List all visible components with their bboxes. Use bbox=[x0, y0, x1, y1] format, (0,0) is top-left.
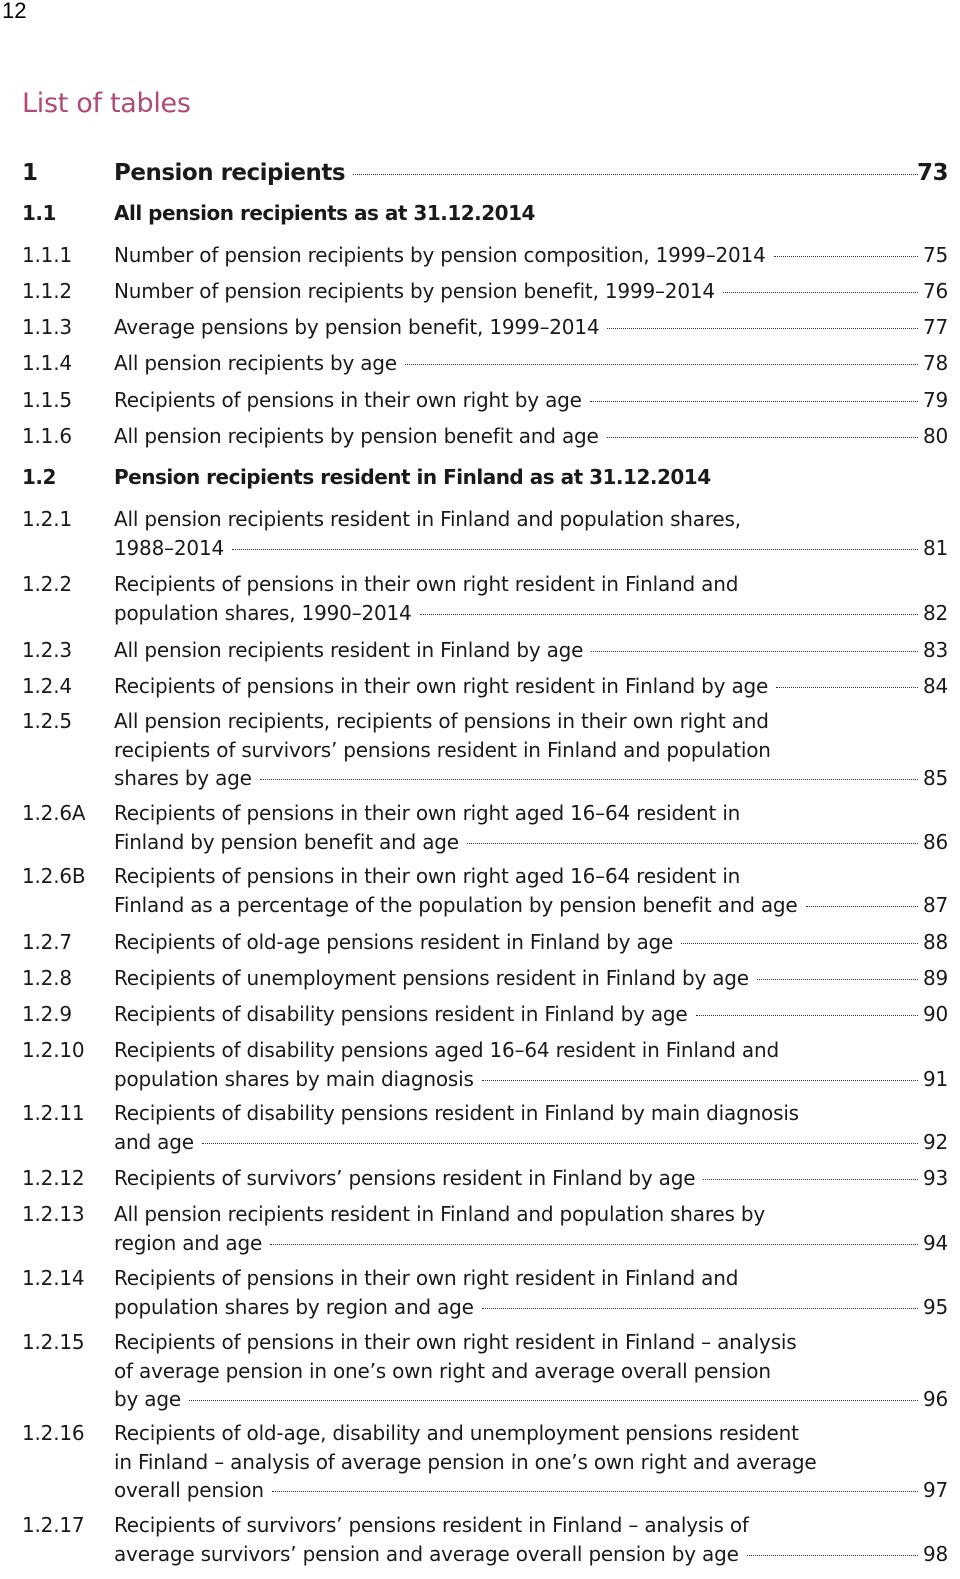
toc-entry-line bbox=[114, 1065, 920, 1094]
toc-entry-line bbox=[114, 1264, 920, 1293]
toc-entry-line bbox=[114, 599, 920, 628]
toc-entry-title-line: Recipients of pensions in their own right resident in Finland and bbox=[114, 572, 739, 596]
toc-entry-line bbox=[114, 199, 920, 228]
dot-leader bbox=[353, 174, 918, 175]
toc-entry-line bbox=[114, 764, 920, 793]
dot-leader bbox=[272, 1491, 918, 1492]
toc-entry-page: 77 bbox=[922, 315, 948, 339]
toc-entry-title-line: Recipients of pensions in their own right aged 16–64 resident in bbox=[114, 801, 741, 825]
toc-entry-title-line: region and age bbox=[114, 1230, 263, 1255]
toc-entry-number: 1.2.2 bbox=[22, 572, 72, 596]
toc-entry-line bbox=[114, 1099, 920, 1128]
toc-entry-line bbox=[114, 828, 920, 857]
toc-entry-line bbox=[114, 534, 920, 563]
toc-entry-line bbox=[114, 1357, 920, 1386]
toc-entry-line bbox=[114, 1385, 920, 1414]
dot-leader bbox=[723, 292, 918, 293]
toc-entry-title bbox=[114, 241, 920, 270]
toc-entry-number: 1.2.16 bbox=[22, 1421, 85, 1445]
page-title: List of tables bbox=[22, 88, 191, 119]
toc-entry-number: 1.2.6B bbox=[22, 864, 86, 888]
toc-entry-title bbox=[114, 1264, 920, 1321]
toc-entry-page: 95 bbox=[922, 1294, 948, 1319]
toc-entry-page: 83 bbox=[922, 638, 948, 662]
dot-leader bbox=[774, 256, 918, 257]
dot-leader bbox=[681, 943, 918, 944]
toc-entry-page: 96 bbox=[922, 1387, 948, 1412]
toc-entry-page: 89 bbox=[922, 966, 948, 990]
dot-leader bbox=[482, 1308, 918, 1309]
toc-entry-page: 84 bbox=[922, 674, 948, 698]
toc-entry-title bbox=[114, 1000, 920, 1029]
toc-entry-number: 1.2.10 bbox=[22, 1038, 85, 1062]
toc-entry-number: 1.1.4 bbox=[22, 351, 72, 375]
toc-entry-title-line: by age bbox=[114, 1387, 181, 1412]
toc-entry-number: 1.1.1 bbox=[22, 243, 72, 267]
toc-entry-title bbox=[114, 1164, 920, 1193]
toc-entry-title-line: 1988–2014 bbox=[114, 535, 224, 560]
dot-leader bbox=[482, 1080, 918, 1081]
toc-entry-line bbox=[114, 570, 920, 599]
toc-entry-line bbox=[114, 386, 920, 415]
toc-entry-page: 78 bbox=[922, 351, 948, 375]
page-number: 12 bbox=[2, 0, 27, 23]
dot-leader bbox=[270, 1244, 918, 1245]
toc-entry-page: 90 bbox=[922, 1002, 948, 1026]
toc-entry-title-line: Number of pension recipients by pension composition, 1999–2014 bbox=[114, 243, 766, 267]
toc-entry-title-line: All pension recipients, recipients of pensions in their own right and bbox=[114, 709, 769, 733]
toc-entry-line bbox=[114, 736, 920, 765]
dot-leader bbox=[232, 549, 918, 550]
toc-entry-title-line: Recipients of pensions in their own right resident in Finland by age bbox=[114, 674, 769, 698]
toc-entry-line bbox=[114, 928, 920, 957]
dot-leader bbox=[591, 651, 918, 652]
toc-entry-number: 1.2.12 bbox=[22, 1166, 85, 1190]
toc-entry-line bbox=[114, 1200, 920, 1229]
dot-leader bbox=[703, 1179, 918, 1180]
toc-entry-number: 1.2.14 bbox=[22, 1266, 85, 1290]
toc-entry-title bbox=[114, 1200, 920, 1257]
toc-entry-title-line: Recipients of survivors’ pensions resident in Finland by age bbox=[114, 1166, 696, 1190]
toc-entry-number: 1.2.1 bbox=[22, 507, 72, 531]
toc-entry-line bbox=[114, 1229, 920, 1258]
toc-entry-title bbox=[114, 505, 920, 562]
toc-entry-page: 88 bbox=[922, 930, 948, 954]
toc-entry-number: 1.2.3 bbox=[22, 638, 72, 662]
toc-entry-title-line: Recipients of disability pensions resident in Finland by main diagnosis bbox=[114, 1101, 799, 1125]
toc-entry-page: 81 bbox=[922, 535, 948, 560]
toc-entry-title bbox=[114, 928, 920, 957]
toc-entry-title-line: Recipients of pensions in their own right resident in Finland and bbox=[114, 1266, 739, 1290]
toc-entry-number: 1.2.8 bbox=[22, 966, 72, 990]
dot-leader bbox=[747, 1555, 918, 1556]
toc-entry-line bbox=[114, 505, 920, 534]
toc-entry-title-line: Recipients of old-age, disability and unemployment pensions resident bbox=[114, 1421, 799, 1445]
toc-entry-number: 1.2.7 bbox=[22, 930, 72, 954]
toc-entry-line bbox=[114, 1328, 920, 1357]
toc-entry-title bbox=[114, 277, 920, 306]
toc-entry-page: 80 bbox=[922, 424, 948, 448]
toc-entry-line bbox=[114, 463, 920, 492]
toc-entry-page: 76 bbox=[922, 279, 948, 303]
toc-entry-number: 1.1.6 bbox=[22, 424, 72, 448]
toc-entry-line bbox=[114, 672, 920, 701]
dot-leader bbox=[189, 1400, 918, 1401]
toc-entry-line bbox=[114, 422, 920, 451]
toc-entry-title bbox=[114, 386, 920, 415]
toc-entry-title bbox=[114, 636, 920, 665]
dot-leader bbox=[607, 328, 918, 329]
toc-entry-title bbox=[114, 157, 920, 189]
toc-entry-title bbox=[114, 964, 920, 993]
toc-entry-title-line: population shares by main diagnosis bbox=[114, 1066, 474, 1091]
toc-entry-page: 98 bbox=[922, 1541, 948, 1566]
toc-entry-page: 94 bbox=[922, 1230, 948, 1255]
toc-entry-number: 1.1.5 bbox=[22, 388, 72, 412]
toc-entry-title-line: in Finland – analysis of average pension in one’s own right and average bbox=[114, 1449, 817, 1474]
toc-entry-number: 1.2.17 bbox=[22, 1513, 85, 1537]
dot-leader bbox=[590, 401, 918, 402]
toc-entry-page: 93 bbox=[922, 1166, 948, 1190]
toc-entry-title bbox=[114, 463, 920, 492]
toc-entry-line bbox=[114, 1419, 920, 1448]
toc-entry-title-line: Recipients of survivors’ pensions resident in Finland – analysis of bbox=[114, 1513, 749, 1537]
toc-entry-title bbox=[114, 422, 920, 451]
toc-entry-title bbox=[114, 570, 920, 627]
toc-entry-page: 91 bbox=[922, 1066, 948, 1091]
toc-entry-title-line: recipients of survivors’ pensions resident in Finland and population bbox=[114, 737, 771, 762]
toc-entry-line bbox=[114, 1000, 920, 1029]
toc-entry-title-line: Pension recipients resident in Finland as at 31.12.2014 bbox=[114, 465, 711, 489]
toc-entry-title-line: All pension recipients resident in Finland and population shares, bbox=[114, 507, 741, 531]
toc-entry-title-line: All pension recipients resident in Finland by age bbox=[114, 638, 584, 662]
toc-entry-title-line: shares by age bbox=[114, 766, 252, 791]
toc-entry-line bbox=[114, 313, 920, 342]
toc-entry-line bbox=[114, 707, 920, 736]
toc-entry-line bbox=[114, 157, 920, 189]
toc-entry-number: 1.1.3 bbox=[22, 315, 72, 339]
toc-entry-line bbox=[114, 1511, 920, 1540]
toc-entry-title bbox=[114, 1511, 920, 1568]
toc-entry-title bbox=[114, 1036, 920, 1093]
toc-entry-number: 1.1.2 bbox=[22, 279, 72, 303]
toc-entry-title-line: All pension recipients as at 31.12.2014 bbox=[114, 201, 535, 225]
toc-entry-number: 1.2.11 bbox=[22, 1101, 85, 1125]
toc-entry-line bbox=[114, 1476, 920, 1505]
toc-entry-title-line: Recipients of disability pensions aged 16–64 resident in Finland and bbox=[114, 1038, 779, 1062]
toc-entry-title-line: overall pension bbox=[114, 1478, 264, 1503]
toc-entry-page: 85 bbox=[922, 766, 948, 791]
toc-entry-title-line: Pension recipients bbox=[114, 160, 346, 186]
toc-entry-title bbox=[114, 1328, 920, 1414]
toc-entry-title-line: Finland by pension benefit and age bbox=[114, 829, 459, 854]
toc-entry-title-line: All pension recipients by pension benefit and age bbox=[114, 424, 599, 448]
toc-entry-title-line: Recipients of old-age pensions resident in Finland by age bbox=[114, 930, 674, 954]
dot-leader bbox=[607, 437, 918, 438]
toc-entry-number: 1.2.15 bbox=[22, 1330, 85, 1354]
toc-entry-number: 1.2.13 bbox=[22, 1202, 85, 1226]
dot-leader bbox=[405, 364, 918, 365]
toc-entry-title-line: Finland as a percentage of the population by pension benefit and age bbox=[114, 892, 798, 917]
toc-entry-line bbox=[114, 1540, 920, 1569]
dot-leader bbox=[420, 614, 918, 615]
toc-entry-page: 92 bbox=[922, 1129, 948, 1154]
toc-entry-line bbox=[114, 277, 920, 306]
toc-entry-number: 1.2.5 bbox=[22, 709, 72, 733]
toc-entry-page: 82 bbox=[922, 600, 948, 625]
toc-entry-line bbox=[114, 636, 920, 665]
toc-entry-title bbox=[114, 313, 920, 342]
toc-entry-title-line: Recipients of pensions in their own right aged 16–64 resident in bbox=[114, 864, 741, 888]
toc-entry-title-line: Recipients of pensions in their own right by age bbox=[114, 388, 582, 412]
toc-entry-title-line: Number of pension recipients by pension benefit, 1999–2014 bbox=[114, 279, 715, 303]
toc-entry-title bbox=[114, 1419, 920, 1505]
toc-entry-page: 79 bbox=[922, 388, 948, 412]
toc-entry-line bbox=[114, 1036, 920, 1065]
toc-entry-line bbox=[114, 1128, 920, 1157]
toc-entry-title-line: and age bbox=[114, 1129, 194, 1154]
toc-entry-title bbox=[114, 707, 920, 793]
toc-entry-title-line: population shares, 1990–2014 bbox=[114, 600, 412, 625]
toc-entry-line bbox=[114, 1448, 920, 1477]
toc-entry-title bbox=[114, 349, 920, 378]
toc-entry-title-line: of average pension in one’s own right and average overall pension bbox=[114, 1358, 771, 1383]
toc-entry-page: 75 bbox=[922, 243, 948, 267]
dot-leader bbox=[202, 1143, 918, 1144]
toc-entry-title-line: average survivors’ pension and average overall pension by age bbox=[114, 1541, 739, 1566]
toc-entry-number: 1.2.6A bbox=[22, 801, 86, 825]
toc-entry-page: 87 bbox=[922, 892, 948, 917]
toc-entry-line bbox=[114, 349, 920, 378]
toc-entry-page: 73 bbox=[916, 160, 948, 186]
dot-leader bbox=[757, 979, 918, 980]
toc-entry-line bbox=[114, 1293, 920, 1322]
toc-entry-title-line: Recipients of pensions in their own right resident in Finland – analysis bbox=[114, 1330, 797, 1354]
toc-entry-number: 1.1 bbox=[22, 201, 56, 225]
toc-entry-title-line: Average pensions by pension benefit, 1999–2014 bbox=[114, 315, 600, 339]
dot-leader bbox=[260, 779, 918, 780]
toc-entry-title bbox=[114, 799, 920, 856]
toc-entry-line bbox=[114, 241, 920, 270]
toc-entry-page: 86 bbox=[922, 829, 948, 854]
toc-entry-title-line: Recipients of disability pensions resident in Finland by age bbox=[114, 1002, 688, 1026]
toc-entry-line bbox=[114, 862, 920, 891]
toc-entry-title bbox=[114, 862, 920, 919]
toc-entry-number: 1 bbox=[22, 160, 38, 186]
dot-leader bbox=[467, 843, 918, 844]
toc-entry-number: 1.2.4 bbox=[22, 674, 72, 698]
toc-entry-number: 1.2 bbox=[22, 465, 56, 489]
dot-leader bbox=[776, 687, 918, 688]
toc-entry-title-line: Recipients of unemployment pensions resident in Finland by age bbox=[114, 966, 749, 990]
toc-entry-number: 1.2.9 bbox=[22, 1002, 72, 1026]
toc-entry-title-line: All pension recipients resident in Finland and population shares by bbox=[114, 1202, 766, 1226]
toc-entry-title bbox=[114, 199, 920, 228]
toc-entry-line bbox=[114, 799, 920, 828]
toc-entry-line bbox=[114, 1164, 920, 1193]
toc-entry-title bbox=[114, 1099, 920, 1156]
toc-entry-title-line: All pension recipients by age bbox=[114, 351, 397, 375]
toc-entry-page: 97 bbox=[922, 1478, 948, 1503]
toc-entry-title bbox=[114, 672, 920, 701]
toc-entry-title-line: population shares by region and age bbox=[114, 1294, 474, 1319]
dot-leader bbox=[696, 1015, 918, 1016]
toc-entry-line bbox=[114, 964, 920, 993]
dot-leader bbox=[806, 906, 918, 907]
toc-entry-line bbox=[114, 891, 920, 920]
